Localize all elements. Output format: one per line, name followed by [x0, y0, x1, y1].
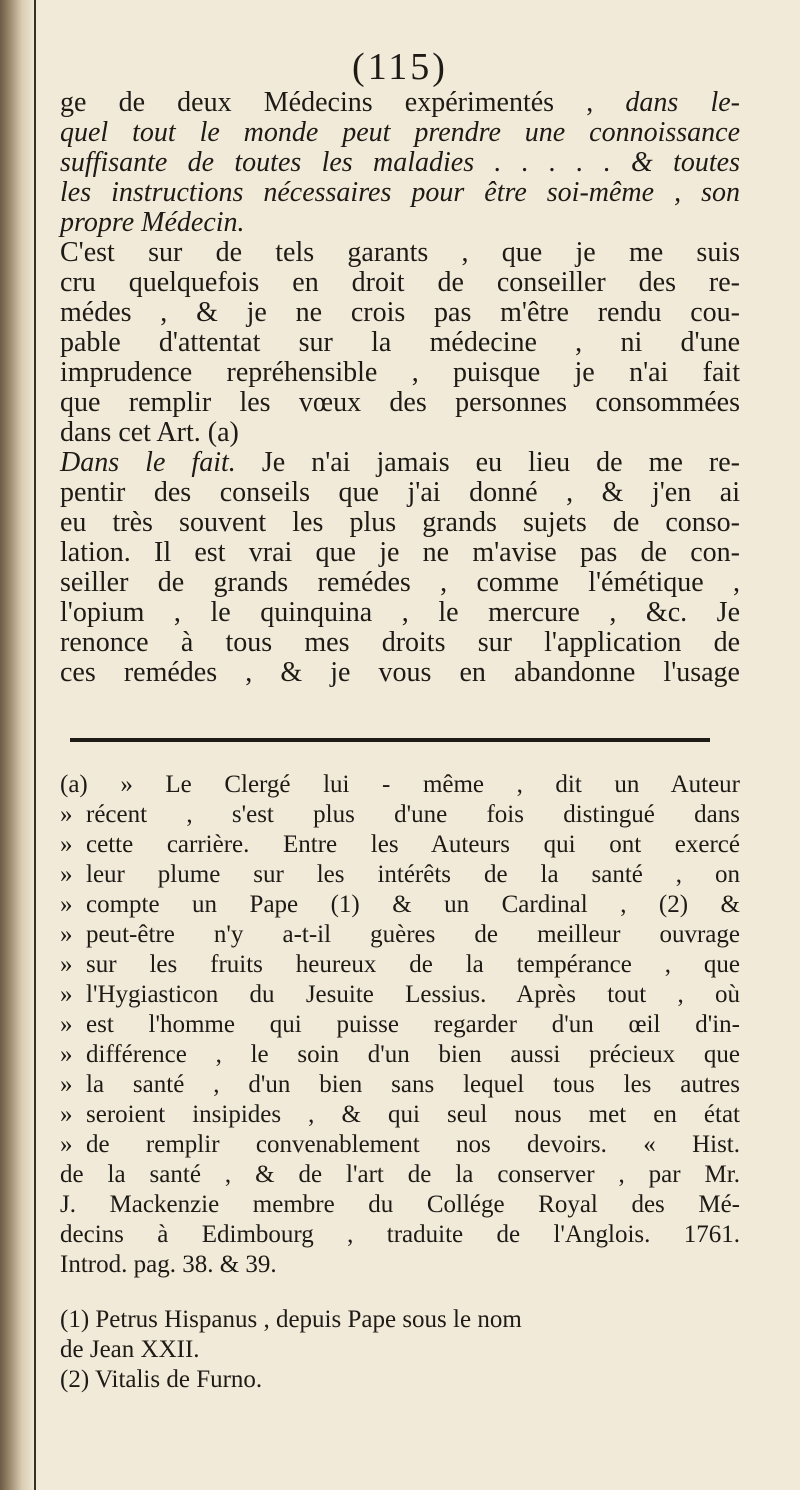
page-spine-shadow — [0, 0, 34, 1490]
quote-mark: » — [60, 1131, 73, 1158]
footnote-line — [60, 980, 740, 1010]
page-binding-edge — [34, 0, 36, 1490]
main-text-line: quel tout le monde peut prendre une connoissance — [60, 117, 740, 148]
footnote-line-text: de la santé , & de l'art de la conserver , par Mr. — [60, 1161, 740, 1188]
footnote-line — [60, 950, 740, 980]
footnote-line — [60, 800, 740, 830]
reference-line: (1) Petrus Hispanus , depuis Pape sous le nom — [60, 1306, 522, 1333]
sub-references-block — [60, 1305, 740, 1395]
main-text-line: C'est sur de tels garants , que je me suis — [60, 237, 740, 268]
main-text-line: pable d'attentat sur la médecine , ni d'une — [60, 327, 740, 358]
quote-mark: » — [60, 891, 73, 918]
footnote-separator-rule — [70, 738, 710, 742]
footnote-line-text: J. Mackenzie membre du Collége Royal des Mé- — [60, 1191, 740, 1218]
footnote-line-text: la santé , d'un bien sans lequel tous les autres — [86, 1071, 740, 1098]
quote-mark: » — [60, 1101, 73, 1128]
main-text-line: lation. Il est vrai que je ne m'avise pas de con- — [60, 537, 740, 568]
footnote-line — [60, 1220, 740, 1250]
footnote-line-text: decins à Edimbourg , traduite de l'Anglois. 1761. — [60, 1221, 740, 1248]
quote-mark: » — [60, 861, 73, 888]
footnote-line-text: de remplir convenablement nos devoirs. « Hist. — [86, 1131, 740, 1158]
footnote-line-text: cette carrière. Entre les Auteurs qui ont exercé — [86, 831, 740, 858]
main-text-line: Dans le fait. Je n'ai jamais eu lieu de me re- — [60, 447, 740, 478]
main-text-line: seiller de grands remédes , comme l'émétique , — [60, 567, 740, 598]
footnote-line — [60, 1250, 740, 1280]
footnote-line — [60, 920, 740, 950]
footnote-line — [60, 1100, 740, 1130]
quote-mark: » — [60, 1011, 73, 1038]
footnote-line-text: différence , le soin d'un bien aussi précieux que — [86, 1041, 740, 1068]
footnote-line — [60, 1010, 740, 1040]
quote-mark: » — [60, 951, 73, 978]
main-text-line: les instructions nécessaires pour être soi-même , son — [60, 177, 740, 208]
quote-mark: » — [60, 1041, 73, 1068]
footnote-line-text: Introd. pag. 38. & 39. — [60, 1251, 277, 1278]
main-text-block — [60, 88, 740, 688]
main-text-line: pentir des conseils que j'ai donné , & j'en ai — [60, 477, 740, 508]
footnote-line-text: leur plume sur les intérêts de la santé , on — [86, 861, 740, 888]
footnote-line-text: sur les fruits heureux de la tempérance , que — [86, 951, 740, 978]
footnote-line-text: compte un Pape (1) & un Cardinal , (2) & — [86, 891, 740, 918]
quote-mark: » — [60, 921, 73, 948]
footnote-line-text: est l'homme qui puisse regarder d'un œil d'in- — [86, 1011, 740, 1038]
footnote-a-block — [60, 770, 740, 1280]
main-text-line: imprudence repréhensible , puisque je n'ai fait — [60, 357, 740, 388]
footnote-line — [60, 1190, 740, 1220]
main-text-line: propre Médecin. — [60, 207, 245, 238]
main-text-line: eu très souvent les plus grands sujets de conso- — [60, 507, 740, 538]
footnote-line-text: récent , s'est plus d'une fois distingué dans — [86, 801, 740, 828]
reference-line: (2) Vitalis de Furno. — [60, 1366, 263, 1393]
footnote-line-text: l'Hygiasticon du Jesuite Lessius. Après tout , où — [86, 981, 740, 1008]
main-text-line: cru quelquefois en droit de conseiller des re- — [60, 267, 740, 298]
footnote-line — [60, 1040, 740, 1070]
footnote-line — [60, 860, 740, 890]
quote-mark: » — [60, 981, 73, 1008]
reference-line: de Jean XXII. — [60, 1336, 200, 1363]
footnote-line-text: (a) » Le Clergé lui - même , dit un Auteur — [60, 771, 740, 798]
quote-mark: » — [60, 801, 73, 828]
quote-mark: » — [60, 831, 73, 858]
main-text-line: l'opium , le quinquina , le mercure , &c. Je — [60, 597, 740, 628]
main-text-line: ces remédes , & je vous en abandonne l'usage — [60, 657, 740, 688]
footnote-line — [60, 1130, 740, 1160]
footnote-line — [60, 890, 740, 920]
main-text-line: médes , & je ne crois pas m'être rendu cou- — [60, 297, 740, 328]
footnote-line — [60, 770, 740, 800]
page-number: (115) — [352, 46, 448, 88]
main-text-line: ge de deux Médecins expérimentés , dans le- — [60, 87, 740, 118]
footnote-line-text: peut-être n'y a-t-il guères de meilleur ouvrage — [86, 921, 740, 948]
main-text-line: suffisante de toutes les maladies . . . . . & toutes — [60, 147, 740, 178]
footnote-line-text: seroient insipides , & qui seul nous met en état — [86, 1101, 740, 1128]
quote-mark: » — [60, 1071, 73, 1098]
footnote-line — [60, 1160, 740, 1190]
footnote-line — [60, 830, 740, 860]
main-text-line: que remplir les vœux des personnes consommées — [60, 387, 740, 418]
main-text-line: dans cet Art. (a) — [60, 417, 239, 448]
main-text-line: renonce à tous mes droits sur l'application de — [60, 627, 740, 658]
footnote-line — [60, 1070, 740, 1100]
